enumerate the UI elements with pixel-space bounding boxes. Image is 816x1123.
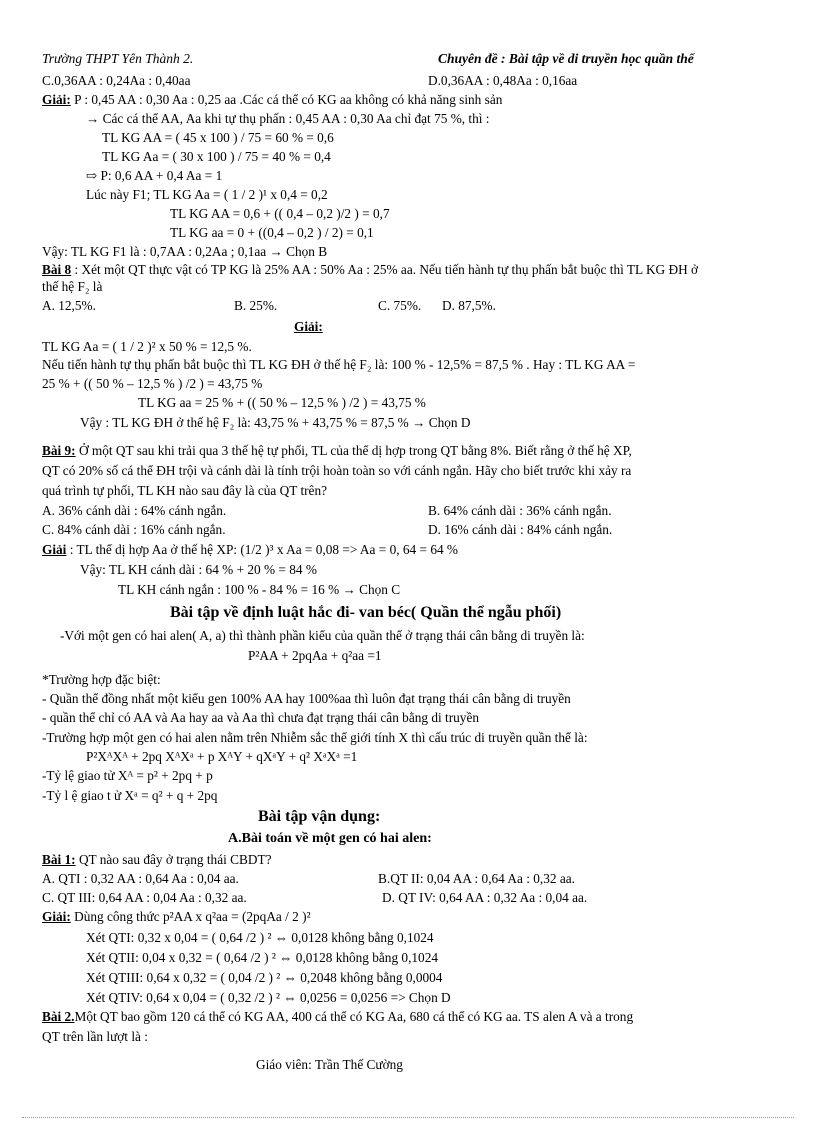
- text-line-l42b: [382, 889, 587, 906]
- line-text-l20: Ở một QT sau khi trải qua 3 thế hệ tự phối, TL của thể dị hợp trong QT bằng 8%. Biết rằng ở thế hệ XP,: [75, 443, 632, 458]
- text-line-l9: [170, 224, 374, 241]
- text-line-l27: [118, 581, 400, 598]
- line-text-l7: Lúc này F1; TL KG Aa = ( 1 / 2 )¹ x 0,4 = 0,2: [86, 187, 328, 202]
- label-l11: Bài 8: [42, 262, 72, 277]
- text-line-l8: [170, 205, 390, 222]
- header-topic: Chuyên đề : Bài tập về di truyền học quần thể: [438, 51, 694, 66]
- label-l43: Giải:: [42, 909, 71, 924]
- line-text-l8: TL KG AA = 0,6 + (( 0,4 – 0,2 )/2 ) = 0,7: [170, 206, 390, 221]
- text-line-l29: [60, 627, 585, 644]
- text-line-l12: [42, 278, 102, 295]
- text-line-l1b: [428, 72, 577, 89]
- label-l25: Giải: [42, 542, 67, 557]
- section-title-exercises: Bài tập vận dụng:: [258, 808, 381, 825]
- text-line-l16: [42, 356, 635, 373]
- subsection-title: A.Bài toán về một gen có hai alen:: [228, 831, 432, 846]
- line-text-l5: TL KG Aa = ( 30 x 100 ) / 75 = 40 % = 0,4: [102, 149, 331, 164]
- line-text-l2: P : 0,45 AA : 0,30 Aa : 0,25 aa .Các cá thể có KG aa không có khả năng sinh sản: [70, 92, 503, 107]
- line-text-l24b: D. 16% cánh dài : 84% cánh ngắn.: [428, 522, 613, 537]
- line-text-l19: Vậy : TL KG ĐH ở thế hệ F₂ là: 43,75 % + 43,75 % = 87,5 % → Chọn D: [80, 415, 471, 430]
- text-line-l13d: [442, 297, 496, 314]
- line-text-l13d: D. 87,5%.: [442, 298, 496, 313]
- line-text-l10: Vậy: TL KG F1 là : 0,7AA : 0,2Aa ; 0,1aa → Chọn B: [42, 244, 328, 259]
- line-text-l3: → Các cá thể AA, Aa khi tự thụ phấn : 0,45 AA : 0,30 Aa chỉ đạt 75 %, thì :: [86, 111, 490, 126]
- text-line-l17: [42, 375, 262, 392]
- footer-teacher: Giáo viên: Trần Thế Cường: [256, 1057, 403, 1072]
- label-l14: Giải:: [294, 319, 323, 334]
- line-text-l18: TL KG aa = 25 % + (( 50 % – 12,5 % ) /2 ) = 43,75 %: [138, 395, 426, 410]
- text-line-l18: [138, 394, 426, 411]
- text-line-l6: [86, 167, 222, 184]
- text-line-l20: [42, 442, 632, 459]
- text-line-l7: [86, 186, 328, 203]
- label-l20: Bài 9:: [42, 443, 76, 458]
- line-text-l25: : TL thể dị hợp Aa ở thế hệ XP: (1/2 )³ x Aa = 0,08 => Aa = 0, 64 = 64 %: [66, 542, 459, 557]
- line-text-l13c: C. 75%.: [378, 298, 422, 313]
- text-line-l43: [42, 908, 311, 925]
- text-line-l42a: [42, 889, 247, 906]
- text-line-l34: [42, 729, 588, 746]
- text-line-l2: [42, 91, 502, 108]
- text-line-l37: [42, 787, 217, 804]
- line-text-l13a: A. 12,5%.: [42, 298, 96, 313]
- text-line-l48: [42, 1008, 633, 1025]
- text-line-l25: [42, 541, 458, 558]
- text-line-l13b: [234, 297, 277, 314]
- line-text-l23b: B. 64% cánh dài : 36% cánh ngắn.: [428, 503, 612, 518]
- line-text-l43: Dùng công thức p²AA x q²aa = (2pqAa / 2 )²: [70, 909, 311, 924]
- text-line-l5: [102, 148, 331, 165]
- footer-divider: [22, 1117, 794, 1118]
- text-line-l41a: [42, 870, 239, 887]
- line-text-l44: Xét QTI: 0,32 x 0,04 = ( 0,64 /2 ) ² ⇔ 0,0128 không bằng 0,1024: [86, 930, 434, 945]
- text-line-l33: [42, 709, 479, 726]
- line-text-l32: - Quần thể đồng nhất một kiểu gen 100% AA hay 100%aa thì luôn đạt trạng thái cân bằng di truyền: [42, 691, 571, 706]
- line-text-l40: QT nào sau đây ở trạng thái CBDT?: [75, 852, 272, 867]
- label-l48: Bài 2.: [42, 1009, 75, 1024]
- line-text-l49: QT trên lần lượt là :: [42, 1029, 148, 1044]
- text-line-l23b: [428, 502, 612, 519]
- text-line-l41b: [378, 870, 575, 887]
- line-text-l17: 25 % + (( 50 % – 12,5 % ) /2 ) = 43,75 %: [42, 376, 263, 391]
- text-line-l30: [248, 647, 382, 664]
- line-text-l1: C.0,36AA : 0,24Aa : 0,40aa: [42, 73, 191, 88]
- text-line-l44: [86, 929, 434, 946]
- line-text-l1b: D.0,36AA : 0,48Aa : 0,16aa: [428, 73, 578, 88]
- line-text-l37: -Tỷ l ệ giao t ử Xᵃ = q² + q + 2pq: [42, 788, 218, 803]
- text-line-l11: [42, 261, 698, 278]
- text-line-l24a: [42, 521, 226, 538]
- text-line-l36: [42, 767, 213, 784]
- line-text-l42b: D. QT IV: 0,64 AA : 0,32 Aa : 0,04 aa.: [382, 890, 588, 905]
- header-school: Trường THPT Yên Thành 2.: [42, 51, 194, 66]
- line-text-l26: Vậy: TL KH cánh dài : 64 % + 20 % = 84 %: [80, 562, 317, 577]
- text-line-l45: [86, 949, 438, 966]
- text-line-l46: [86, 969, 442, 986]
- text-line-l4: [102, 129, 334, 146]
- text-line-l22: [42, 482, 327, 499]
- text-line-l14: [294, 318, 323, 335]
- text-line-l31: [42, 671, 161, 688]
- line-text-l36: -Tỷ lệ giao tử Xᴬ = p² + 2pq + p: [42, 768, 213, 783]
- line-text-l23a: A. 36% cánh dài : 64% cánh ngắn.: [42, 503, 227, 518]
- line-text-l31: *Trường hợp đặc biệt:: [42, 672, 161, 687]
- line-text-l22: quá trình tự phối, TL KH nào sau đây là của QT trên?: [42, 483, 328, 498]
- line-text-l21: QT có 20% số cá thể ĐH trội và cánh dài là tính trội hoàn toàn so với cánh ngắn. Hãy cho biết trước khi xảy ra: [42, 463, 632, 478]
- line-text-l16: Nếu tiến hành tự thụ phấn bắt buộc thì TL KG ĐH ở thế hệ F₂ là: 100 % - 12,5% = 87,5 % . Hay : TL KG AA =: [42, 357, 636, 372]
- line-text-l45: Xét QTII: 0,04 x 0,32 = ( 0,64 /2 ) ² ⇔ 0,0128 không bằng 0,1024: [86, 950, 438, 965]
- line-text-l13b: B. 25%.: [234, 298, 278, 313]
- line-text-l11: : Xét một QT thực vật có TP KG là 25% AA : 50% Aa : 25% aa. Nếu tiến hành tự thụ phấn bắt buộc thì TL KG ĐH ở: [71, 262, 699, 277]
- text-line-l49: [42, 1028, 148, 1045]
- section-title-hardy-weinberg: Bài tập về định luật hắc đi- van béc( Quần thể ngẫu phối): [170, 604, 562, 621]
- text-line-l26: [80, 561, 317, 578]
- line-text-l9: TL KG aa = 0 + ((0,4 – 0,2 ) / 2) = 0,1: [170, 225, 374, 240]
- line-text-l15: TL KG Aa = ( 1 / 2 )² x 50 % = 12,5 %.: [42, 339, 252, 354]
- text-line-l23a: [42, 502, 226, 519]
- text-line-l15: [42, 338, 252, 355]
- text-line-l40: [42, 851, 271, 868]
- line-text-l34: -Trường hợp một gen có hai alen nằm trên Nhiễm sắc thể giới tính X thì cấu trúc di truyền quần thể là:: [42, 730, 588, 745]
- line-text-l41a: A. QTI : 0,32 AA : 0,64 Aa : 0,04 aa.: [42, 871, 239, 886]
- line-text-l6: ⇨ P: 0,6 AA + 0,4 Aa = 1: [86, 168, 223, 183]
- line-text-l41b: B.QT II: 0,04 AA : 0,64 Aa : 0,32 aa.: [378, 871, 575, 886]
- line-text-l48: Một QT bao gồm 120 cá thể có KG AA, 400 cá thể có KG Aa, 680 cá thể có KG aa. TS alen A và a trong: [74, 1009, 634, 1024]
- line-text-l29: -Với một gen có hai alen( A, a) thì thành phần kiểu của quần thể ở trạng thái cân bằng di truyền là:: [60, 628, 585, 643]
- line-text-l46: Xét QTIII: 0,64 x 0,32 = ( 0,04 /2 ) ² ⇔ 0,2048 không bằng 0,0004: [86, 970, 443, 985]
- line-text-l33: - quần thể chỉ có AA và Aa hay aa và Aa thì chưa đạt trạng thái cân bằng di truyền: [42, 710, 479, 725]
- text-line-l32: [42, 690, 571, 707]
- label-l40: Bài 1:: [42, 852, 76, 867]
- line-text-l12: thế hệ F₂ là: [42, 279, 103, 294]
- text-line-l13a: [42, 297, 96, 314]
- text-line-l35: [86, 748, 357, 765]
- text-line-l10: [42, 243, 327, 260]
- text-line-l24b: [428, 521, 612, 538]
- line-text-l24a: C. 84% cánh dài : 16% cánh ngắn.: [42, 522, 226, 537]
- line-text-l30: P²AA + 2pqAa + q²aa =1: [248, 648, 382, 663]
- line-text-l27: TL KH cánh ngắn : 100 % - 84 % = 16 % → Chọn C: [118, 582, 401, 597]
- line-text-l47: Xét QTIV: 0,64 x 0,04 = ( 0,32 /2 ) ² ⇔ 0,0256 = 0,0256 => Chọn D: [86, 990, 451, 1005]
- text-line-l13c: [378, 297, 421, 314]
- line-text-l35: P²XᴬXᴬ + 2pq XᴬXᵃ + p XᴬY + qXᵃY + q² XᵃXᵃ =1: [86, 749, 358, 764]
- text-line-l1: [42, 72, 190, 89]
- text-line-l47: [86, 989, 451, 1006]
- text-line-l21: [42, 462, 631, 479]
- text-line-l3: [86, 110, 489, 127]
- label-l2: Giải:: [42, 92, 71, 107]
- text-line-l19: [80, 414, 470, 431]
- line-text-l4: TL KG AA = ( 45 x 100 ) / 75 = 60 % = 0,6: [102, 130, 334, 145]
- line-text-l42a: C. QT III: 0,64 AA : 0,04 Aa : 0,32 aa.: [42, 890, 247, 905]
